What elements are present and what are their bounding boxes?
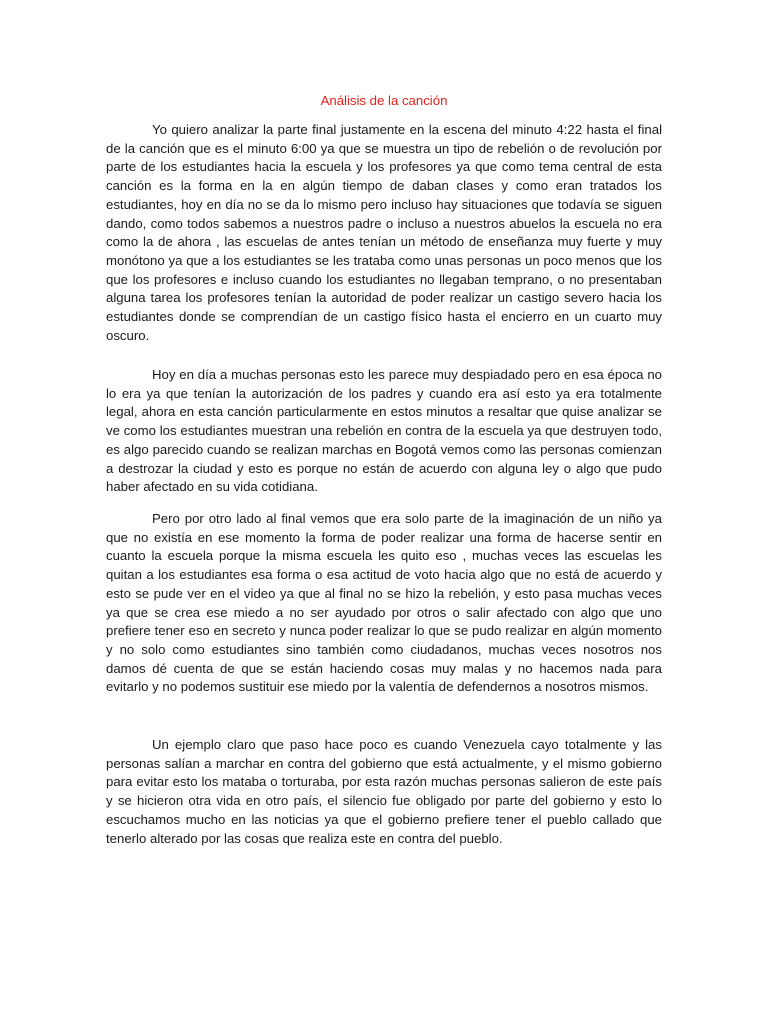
paragraph-2: Hoy en día a muchas personas esto les parece muy despiadado pero en esa época no lo era ya que tenían la autorización de los padres y cuando era así esto ya era totalmente legal, ahora en esta canción particularmente en estos minutos a resaltar que quise analizar se ve como los estudiantes muestran una rebelión en contra de la escuela ya que destruyen todo, es algo parecido cuando se realizan marchas en Bogotá vemos como las personas comienzan a destrozar la ciudad y esto es porque no están de acuerdo con alguna ley o algo que pudo haber afectado en su vida cotidiana. <box>106 367 662 495</box>
paragraph-1: Yo quiero analizar la parte final justamente en la escena del minuto 4:22 hasta el final de la canción que es el minuto 6:00 ya que se muestra un tipo de rebelión o de revolución por parte de los estudiantes hacia la escuela y los profesores ya que como tema central de esta canción es la forma en la en algún tiempo de daban clases y como eran tratados los estudiantes, hoy en día no se da lo mismo pero incluso hay situaciones que todavía se siguen dando, como todos sabemos a nuestros padre o incluso a nuestros abuelos la escuela no era como la de ahora , las escuelas de antes tenían un método de enseñanza muy fuerte y muy monótono ya que a los estudiantes se les trataba como unas personas un poco menos que los que los profesores e incluso cuando los estudiantes no llegaban temprano, o no presentaban alguna tarea los profesores tenían la autoridad de poder realizar un castigo severo hacia los estudiantes donde se comprendían de un castigo físico hasta el encierro en un cuarto muy oscuro. <box>106 122 662 343</box>
paragraph-3: Pero por otro lado al final vemos que era solo parte de la imaginación de un niño ya que no existía en ese momento la forma de poder realizar una forma de hacerse sentir en cuanto la escuela porque la misma escuela les quito eso , muchas veces las escuelas les quitan a los estudiantes esa forma o esa actitud de voto hacia algo que no está de acuerdo y esto se pude ver en el video ya que al final no se hizo la rebelión, y esto pasa muchas veces ya que se crea ese miedo a no ser ayudado por otros o salir afectado con algo que uno prefiere tener eso en secreto y nunca poder realizar lo que se pudo realizar en algún momento y no solo como estudiantes sino también como ciudadanos, muchas veces nosotros nos damos dé cuenta de que se están haciendo cosas muy malas y no hacemos nada para evitarlo y no podemos sustituir ese miedo por la valentía de defendernos a nosotros mismos. <box>106 511 662 695</box>
paragraph-4: Un ejemplo claro que paso hace poco es cuando Venezuela cayo totalmente y las personas salían a marchar en contra del gobierno que está actualmente, y el mismo gobierno para evitar esto los mataba o torturaba, por esta razón muchas personas salieron de este país y se hicieron otra vida en otro país, el silencio fue obligado por parte del gobierno y esto lo escuchamos mucho en las noticias ya que el gobierno prefiere tener el pueblo callado que tenerlo alterado por las cosas que realiza este en contra del pueblo. <box>106 737 662 846</box>
document-title: Análisis de la canción <box>320 93 448 108</box>
